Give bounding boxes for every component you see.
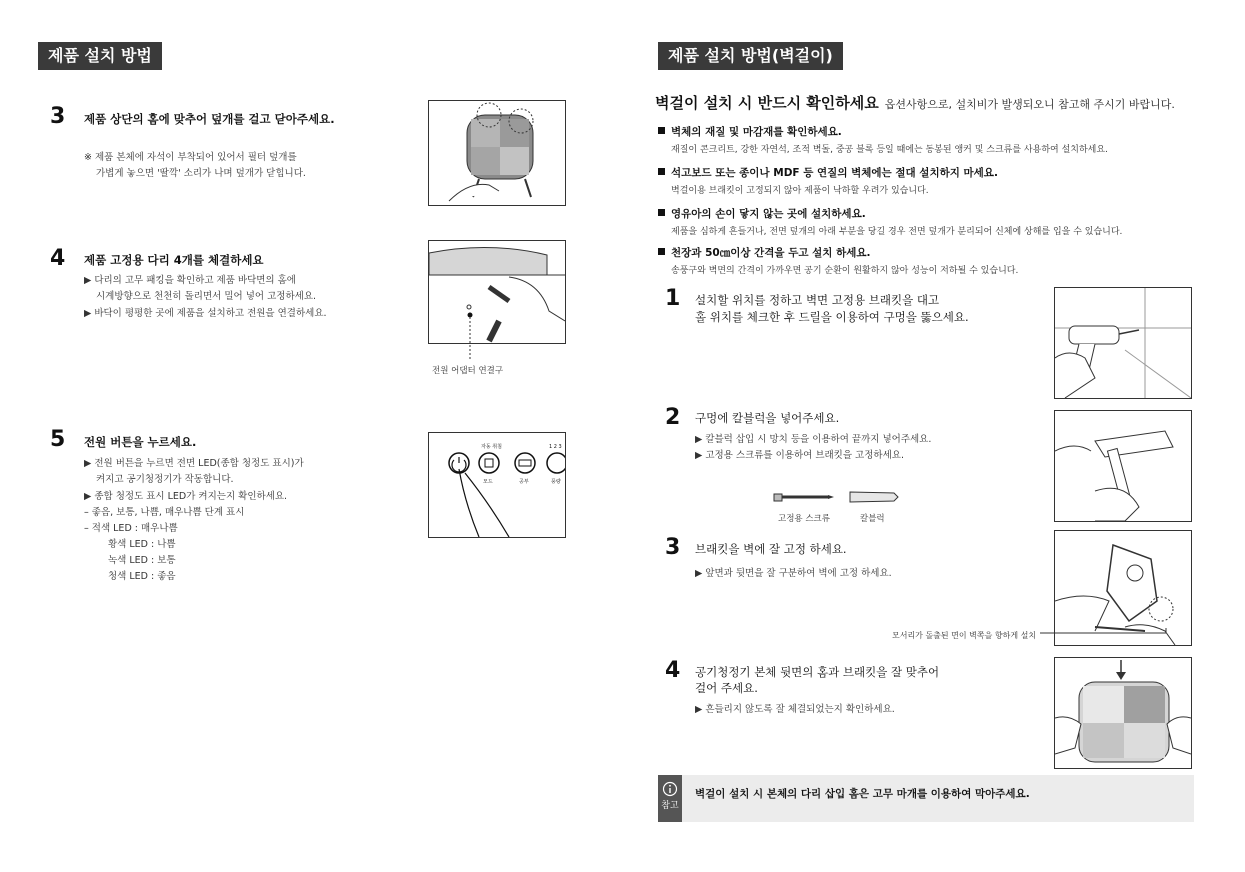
wall-step2-heading: 구멍에 칼블럭을 넣어주세요. — [695, 411, 840, 425]
step4-line1: ▶ 다리의 고무 패킹을 확인하고 제품 바닥면의 홈에 — [84, 275, 296, 286]
bracket-caption: 모서리가 돌출된 면이 벽쪽을 향하게 설치 — [892, 631, 1037, 640]
bullet-square-icon — [658, 209, 665, 216]
note-icon-label: 참고 — [661, 801, 679, 811]
panel-air-label: 풍량 — [551, 479, 561, 485]
wall-step4-line1: 공기청정기 본체 뒷면의 홈과 브래킷을 잘 맞추어 — [695, 665, 940, 679]
step5-heading: 전원 버튼을 누르세요. — [84, 435, 197, 449]
check1-head: 벽체의 재질 및 마감재를 확인하세요. — [658, 124, 842, 139]
check3-head: 영유아의 손이 닿지 않는 곳에 설치하세요. — [658, 206, 866, 221]
check3-body: 제품을 심하게 흔들거나, 전면 덮개의 아래 부분을 당길 경우 전면 덮개가 분리되어 신체에 상해를 입을 수 있습니다. — [671, 227, 1123, 237]
panel-study-label: 공부 — [519, 479, 529, 485]
step5-number: 5 — [50, 427, 66, 452]
step5-line6: 황색 LED : 나쁨 — [108, 539, 176, 550]
step4-line3: ▶ 바닥이 평평한 곳에 제품을 설치하고 전원을 연결하세요. — [84, 308, 327, 319]
wall-step3-number: 3 — [665, 535, 681, 560]
bracket-caption-pointer — [1040, 628, 1170, 638]
bullet-square-icon — [658, 168, 665, 175]
wall-step2-number: 2 — [665, 405, 681, 430]
wall-step1-line2: 홀 위치를 체크한 후 드릴을 이용하여 구멍을 뚫으세요. — [695, 310, 969, 324]
step4-heading: 제품 고정용 다리 4개를 체결하세요 — [84, 253, 264, 267]
adapter-pointer-line — [465, 312, 475, 362]
filter-cover-illustration — [429, 101, 565, 205]
wall-step3-heading: 브래킷을 벽에 잘 고정 하세요. — [695, 542, 847, 556]
panel-top-mode-label: 자동 취침 — [481, 444, 502, 450]
bullet-square-icon — [658, 127, 665, 134]
panel-mode-label: 모드 — [483, 479, 493, 485]
panel-top-nums-label: 1 2 3 — [549, 444, 562, 450]
leg-install-illustration — [429, 241, 565, 343]
step4-number: 4 — [50, 246, 66, 271]
adapter-caption: 전원 어댑터 연결구 — [432, 366, 504, 376]
step3-note-1: ※ 제품 본체에 자석이 부착되어 있어서 필터 덮개를 — [84, 152, 297, 163]
check4-head: 천장과 50㎝이상 간격을 두고 설치 하세요. — [658, 245, 871, 260]
wall-step2-line2: ▶ 고정용 스크류를 이용하여 브래킷을 고정하세요. — [695, 450, 904, 461]
wall-headline — [655, 92, 1175, 113]
wall-step4-number: 4 — [665, 658, 681, 683]
step5-line5: – 적색 LED : 매우나쁨 — [84, 523, 178, 534]
anchor-label: 칼블럭 — [860, 514, 885, 524]
step3-heading: 제품 상단의 홈에 맞추어 덮개를 걸고 닫아주세요. — [84, 112, 335, 126]
step4-line2: 시계방향으로 천천히 돌리면서 밀어 넣어 고정하세요. — [96, 291, 317, 302]
mount-unit-illustration — [1055, 658, 1191, 768]
control-panel-illustration — [429, 433, 565, 537]
note-info-badge — [658, 775, 682, 822]
screw-label: 고정용 스크류 — [778, 514, 830, 524]
wall-step2-line1: ▶ 칼블럭 삽입 시 망치 등을 이용하여 끝까지 넣어주세요. — [695, 434, 932, 445]
step5-line4: – 좋음, 보통, 나쁨, 매우나쁨 단계 표시 — [84, 507, 245, 518]
note-text: 벽걸이 설치 시 본체의 다리 삽입 홈은 고무 마개를 이용하여 막아주세요. — [695, 788, 1030, 800]
step3-number: 3 — [50, 104, 66, 129]
wall-step2-figure — [1054, 410, 1192, 522]
wall-step4-line2: 걸어 주세요. — [695, 681, 758, 695]
left-section-title: 제품 설치 방법 — [38, 42, 162, 70]
step5-line2: 켜지고 공기청정기가 작동합니다. — [96, 474, 234, 485]
wall-step1-number: 1 — [665, 286, 681, 311]
step5-line3: ▶ 종합 청정도 표시 LED가 켜지는지 확인하세요. — [84, 491, 288, 502]
hammer-illustration — [1055, 411, 1191, 521]
step4-figure — [428, 240, 566, 344]
wall-headline-main: 벽걸이 설치 시 반드시 확인하세요 — [655, 94, 879, 112]
wall-step1-line1: 설치할 위치를 정하고 벽면 고정용 브래킷을 대고 — [695, 293, 940, 307]
wall-headline-sub: 옵션사항으로, 설치비가 발생되오니 참고해 주시기 바랍니다. — [884, 98, 1175, 111]
wall-step4-figure — [1054, 657, 1192, 769]
screw-and-anchor-icon — [772, 490, 902, 504]
wall-step4-line3: ▶ 흔들리지 않도록 잘 체결되었는지 확인하세요. — [695, 704, 895, 715]
wall-step1-figure — [1054, 287, 1192, 399]
check2-body: 벽걸이용 브래킷이 고정되지 않아 제품이 낙하할 우려가 있습니다. — [671, 186, 929, 196]
right-section-title: 제품 설치 방법(벽걸이) — [658, 42, 843, 70]
check4-body: 송풍구와 벽면의 간격이 가까우면 공기 순환이 원활하지 않아 성능이 저하될 수 있습니다. — [671, 266, 1019, 276]
check2-head: 석고보드 또는 종이나 MDF 등 연질의 벽체에는 절대 설치하지 마세요. — [658, 165, 998, 180]
step3-note-2: 가볍게 놓으면 '딸깍' 소리가 나며 덮개가 닫힙니다. — [96, 168, 306, 179]
drill-illustration — [1055, 288, 1191, 398]
bullet-square-icon — [658, 248, 665, 255]
step5-line1: ▶ 전원 버튼을 누르면 전면 LED(종합 청정도 표시)가 — [84, 458, 304, 469]
info-icon — [662, 781, 678, 797]
wall-step3-line1: ▶ 앞면과 뒷면을 잘 구분하여 벽에 고정 하세요. — [695, 568, 892, 579]
check1-body: 재질이 콘크리트, 강한 자연석, 조적 벽돌, 중공 블록 등일 때에는 동봉된 앵커 및 스크류를 사용하여 설치하세요. — [671, 145, 1108, 155]
step3-figure — [428, 100, 566, 206]
step5-line7: 녹색 LED : 보통 — [108, 555, 176, 566]
step5-line8: 청색 LED : 좋음 — [108, 571, 176, 582]
step5-figure — [428, 432, 566, 538]
